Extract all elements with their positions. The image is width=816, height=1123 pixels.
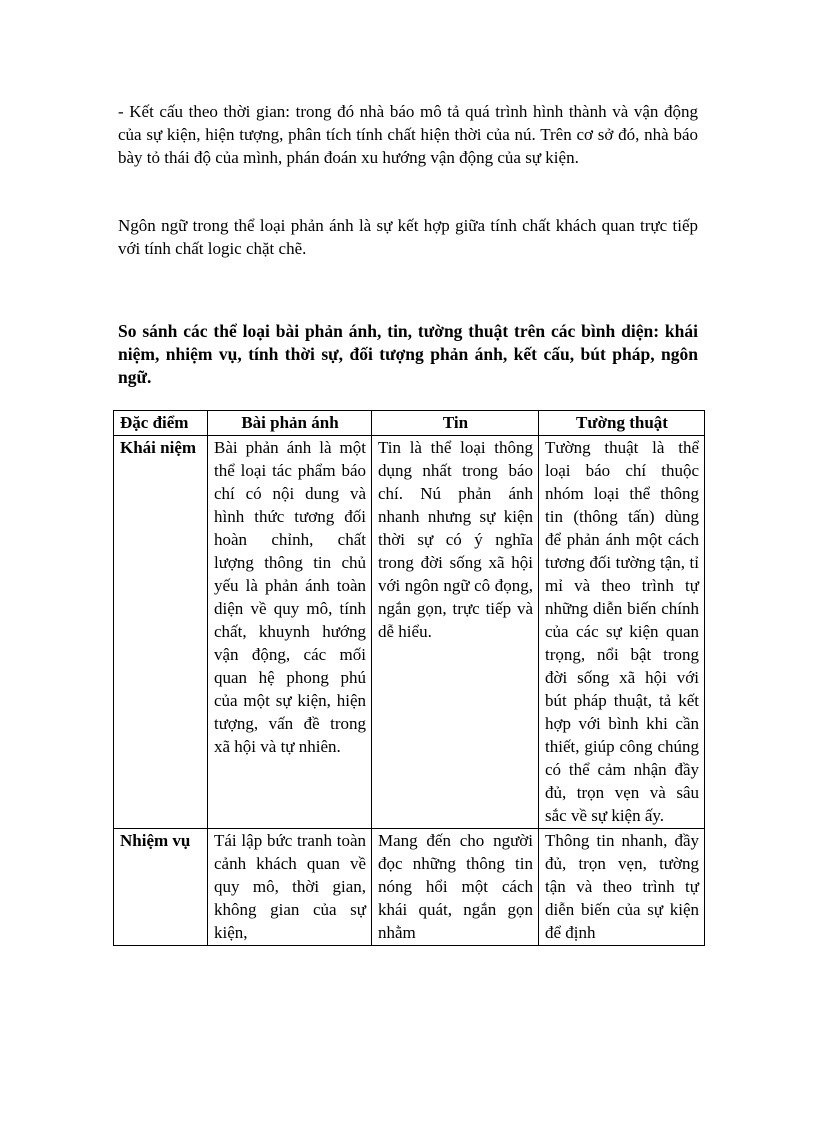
table-cell: Tường thuật là thể loại báo chí thuộc nhóm loại thể thông tin (thông tấn) dùng để phản ánh một cách tương đối tường tận, tỉ mỉ và theo trình tự những diễn biến chính của các sự kiện quan trọng, nổi bật trong đời sống xã hội với bút pháp thuật, tả kết hợp với bình khi cần thiết, giúp công chúng có thể cảm nhận đầy đủ, trọn vẹn và sâu sắc về sự kiện ấy.: [539, 436, 705, 829]
paragraph-time-structure: - Kết cấu theo thời gian: trong đó nhà báo mô tả quá trình hình thành và vận động của sự kiện, hiện tượng, phân tích tính chất hiện thời của nú. Trên cơ sở đó, nhà báo bày tỏ thái độ của mình, phán đoán xu hướng vận động của sự kiện.: [118, 102, 698, 167]
table-cell: Mang đến cho người đọc những thông tin nóng hổi một cách khái quát, ngắn gọn nhằm: [372, 829, 539, 946]
header-feature: Đặc điểm: [114, 411, 208, 436]
comparison-table: [113, 410, 705, 946]
paragraph-language: Ngôn ngữ trong thể loại phản ánh là sự kết hợp giữa tính chất khách quan trực tiếp với tính chất logic chặt chẽ.: [118, 216, 698, 258]
table-cell: Bài phản ánh là một thể loại tác phẩm báo chí có nội dung và hình thức tương đối hoàn chỉnh, chất lượng thông tin chủ yếu là phản ánh toàn diện về quy mô, tính chất, khuynh hướng vận động, các mối quan hệ phong phú của một sự kiện, hiện tượng, vấn đề trong xã hội và tự nhiên.: [208, 436, 372, 829]
row-label-concept: Khái niệm: [114, 436, 208, 829]
table-cell: Thông tin nhanh, đầy đủ, trọn vẹn, tường tận và theo trình tự diễn biến của sự kiện để định: [539, 829, 705, 946]
header-news: Tin: [372, 411, 539, 436]
header-report: Bài phản ánh: [208, 411, 372, 436]
table-row: [114, 436, 705, 829]
table-cell: Tin là thể loại thông dụng nhất trong báo chí. Nú phản ánh nhanh nhưng sự kiện thời sự có ý nghĩa trong đời sống xã hội với ngôn ngữ cô đọng, ngắn gọn, trực tiếp và dễ hiểu.: [372, 436, 539, 829]
table-header-row: [114, 411, 705, 436]
section-heading: So sánh các thể loại bài phản ánh, tin, tường thuật trên các bình diện: khái niệm, nhiệm vụ, tính thời sự, đối tượng phản ánh, kết cấu, bút pháp, ngôn ngữ.: [118, 321, 698, 387]
row-label-task: Nhiệm vụ: [114, 829, 208, 946]
table-row: [114, 829, 705, 946]
header-narrative: Tường thuật: [539, 411, 705, 436]
table-cell: Tái lập bức tranh toàn cảnh khách quan về quy mô, thời gian, không gian của sự kiện,: [208, 829, 372, 946]
